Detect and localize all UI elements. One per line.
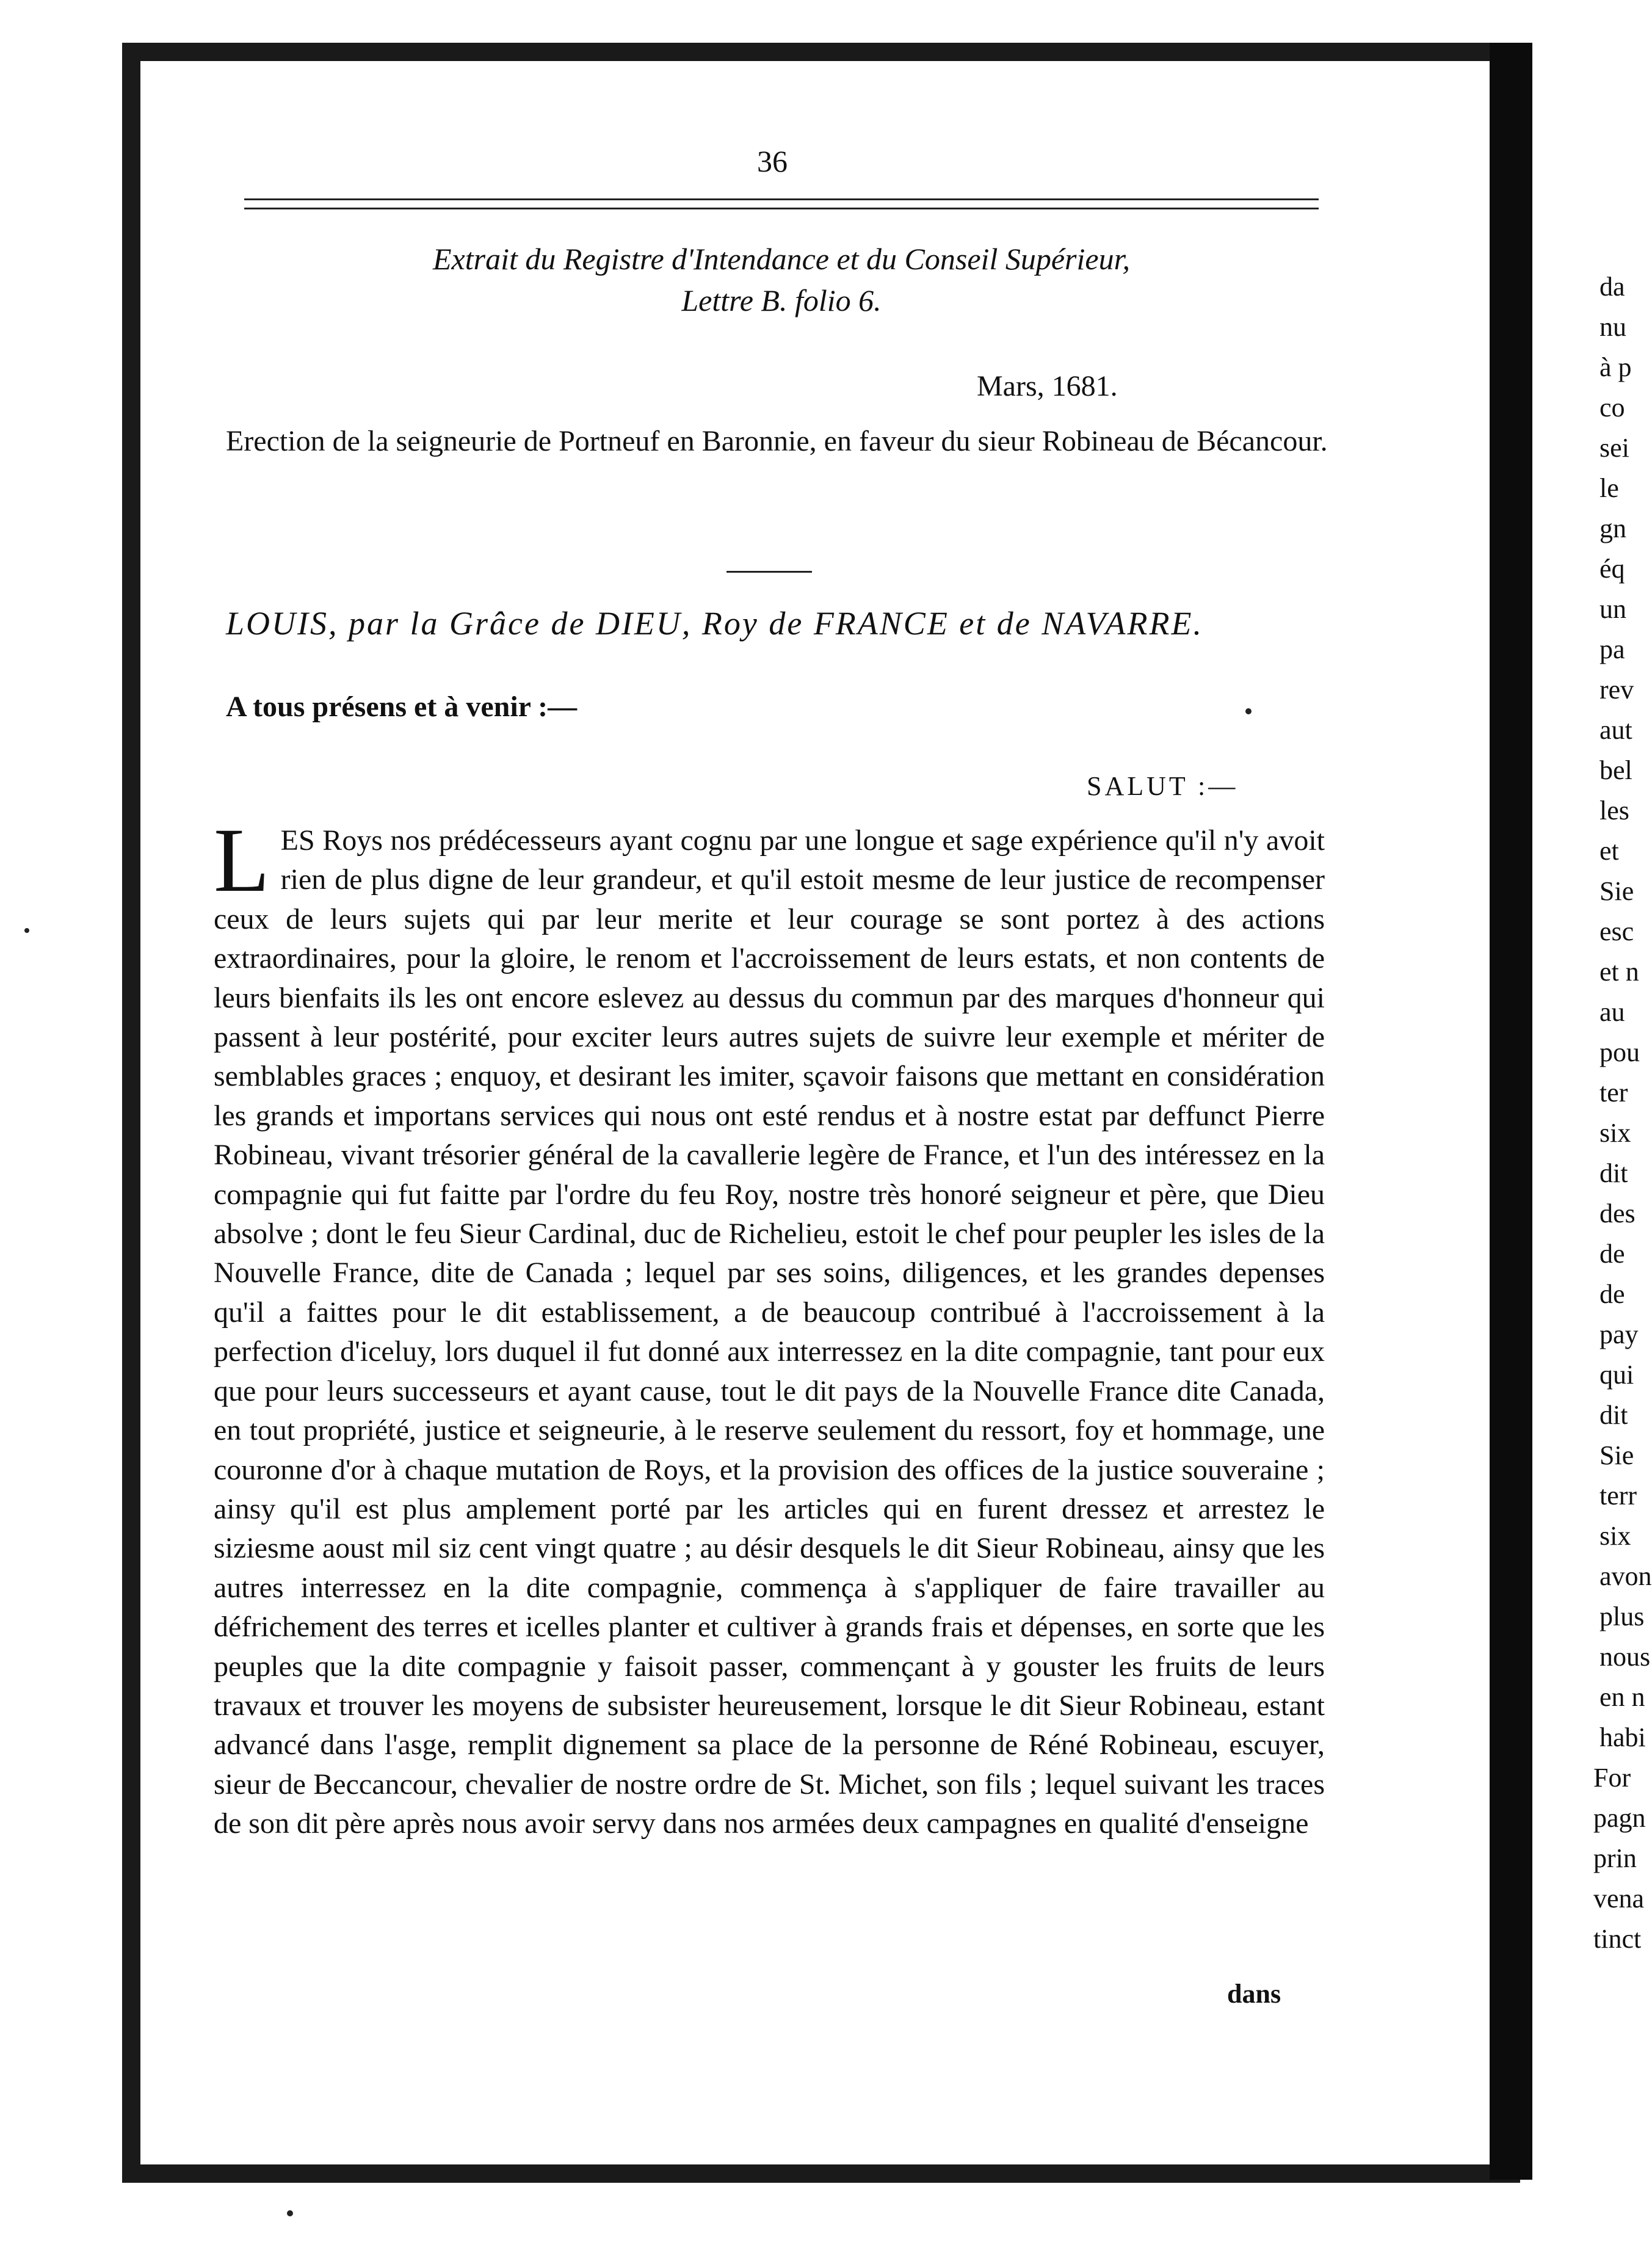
facing-page-fragment: plus [1599, 1602, 1645, 1631]
facing-page-fragment: en n [1599, 1682, 1645, 1712]
facing-page-fragment: bel [1599, 755, 1632, 785]
facing-page-fragment: six [1599, 1521, 1631, 1551]
facing-page-fragment: pou [1599, 1037, 1640, 1067]
facing-page-fragment: dit [1599, 1400, 1628, 1430]
facing-page-fragment: sei [1599, 433, 1629, 463]
body-paragraph [214, 810, 1325, 1844]
facing-page-fragment: esc [1599, 916, 1634, 946]
document-title [244, 238, 1319, 321]
book-edge-top [122, 43, 1520, 61]
facing-page-fragment: et n [1599, 957, 1639, 987]
facing-page-fragment: da [1599, 272, 1625, 302]
catchword: dans [1227, 1979, 1281, 2009]
facing-page-fragment: le [1599, 473, 1619, 503]
facing-page-fragment: de [1599, 1239, 1625, 1269]
greeting: A tous présens et à venir :— [226, 691, 578, 723]
facing-page-fragment: aut [1599, 715, 1632, 745]
section-divider [726, 571, 812, 573]
facing-page-fragment: un [1599, 594, 1626, 624]
facing-page-fragment: nous [1599, 1642, 1651, 1672]
facing-page-fragment: de [1599, 1279, 1625, 1309]
book-edge-bottom [122, 2164, 1520, 2183]
document-date: Mars, 1681. [977, 370, 1118, 402]
drop-cap: L [214, 810, 270, 911]
facing-page-fragment: rev [1599, 675, 1634, 705]
facing-page-fragment: nu [1599, 312, 1626, 342]
title-line-2: Lettre B. folio 6. [681, 283, 882, 317]
facing-page-fragment: tinct [1593, 1924, 1642, 1954]
facing-page-fragment: pa [1599, 634, 1625, 664]
facing-page-fragment: habi [1599, 1722, 1646, 1752]
facing-page-fragment: co [1599, 393, 1625, 423]
scan-speck [1245, 708, 1252, 714]
facing-page-fragment: les [1599, 796, 1629, 825]
facing-page-fragment: terr [1599, 1481, 1637, 1511]
facing-page-fragment: pagn [1593, 1803, 1646, 1833]
document-subject: Erection de la seigneurie de Portneuf en Baronnie, en faveur du sieur Robineau de Bécancour. [226, 425, 1328, 457]
scan-speck [24, 928, 29, 933]
facing-page-fragment: avon [1599, 1561, 1652, 1591]
salut: SALUT :— [1087, 771, 1239, 801]
facing-page-fragment: à p [1599, 352, 1632, 382]
body-text: ES Roys nos prédécesseurs ayant cognu par une longue et sage expérience qu'il n'y avoit rien de plus digne de leur grandeur, et qu'il estoit mesme de leur justice de recompenser ceux de leurs sujets qui par leur merite et leur courage se sont portez à des actions extraordinaires, pour la gloire, le renom et l'accroissement de leurs estats, et non contents de leurs bienfaits ils les ont encore eslevez au dessus du commun par des marques d'honneur qui passent à leur postérité, pour exciter leurs autres sujets de suivre leur exemple et mériter de semblables graces ; enquoy, et desirant les imiter, sçavoir faisons que mettant en considération les grands et importans services qui nous ont esté rendus et à nostre estat par deffunct Pierre Robineau, vivant trésorier général de la cavallerie legère de France, et l'un des intéressez en la compagnie qui fut faitte par l'ordre du feu Roy, nostre très honoré seigneur et père, que Dieu absolve ; dont le feu Sieur Cardinal, duc de Richelieu, estoit le chef pour peupler les isles de la Nouvelle France, dite de Canada ; lequel par ses soins, diligences, et les grandes depenses qu'il a faittes pour le dit establissement, a de beaucoup contribué à l'accroissement à la perfection d'iceluy, lors duquel il fut donné aux interressez en la dite compagnie, tant pour eux que pour leurs successeurs et ayant cause, tout le dit pays de la Nouvelle France dite Canada, en tout propriété, justice et seigneurie, à le reserve seulement du ressort, foy et hommage, une couronne d'or à chaque mutation de Roys, et la provision des offices de la justice souveraine ; ainsy qu'il est plus amplement porté par les articles qui en furent dressez et arrestez le siziesme aoust mil siz cent vingt quatre ; au désir desquels le dit Sieur Robineau, ainsy que les autres interressez en la dite compagnie, commença à s'appliquer de faire travailler au défrichement des terres et icelles planter et cultiver à grands frais et dépenses, en sorte que les peuples que la dite compagnie y faisoit passer, commençant à y gouster les fruits de leurs travaux et trouver les moyens de subsister heureusement, lorsque le dit Sieur Robineau, estant advancé dans l'asge, remplit dignement sa place de la personne de Réné Robineau, escuyer, sieur de Beccancour, chevalier de nostre ordre de St. Michet, son fils ; lequel suivant les traces de son dit père après nous avoir servy dans nos armées deux campagnes en qualité d'enseigne [214, 824, 1325, 1840]
royal-heading: LOUIS, par la Grâce de DIEU, Roy de FRANCE et de NAVARRE. [226, 605, 1203, 642]
facing-page-fragment: Sie [1599, 1440, 1634, 1470]
facing-page-fragment: dit [1599, 1158, 1628, 1188]
scan-speck [287, 2210, 293, 2216]
facing-page-fragment: au [1599, 997, 1625, 1027]
facing-page [1532, 43, 1652, 2180]
book-edge-left [122, 43, 140, 2180]
facing-page-fragment: éq [1599, 554, 1625, 584]
facing-page-fragment: et [1599, 836, 1619, 866]
facing-page-fragment: gn [1599, 513, 1626, 543]
facing-page-fragment: des [1599, 1199, 1636, 1228]
book-gutter [1490, 43, 1532, 2180]
facing-page-fragment: vena [1593, 1884, 1645, 1914]
facing-page-fragment: six [1599, 1118, 1631, 1148]
facing-page-fragment: prin [1593, 1843, 1637, 1873]
facing-page-fragment: qui [1599, 1360, 1634, 1390]
facing-page-fragment: Sie [1599, 876, 1634, 906]
facing-page-fragment: pay [1599, 1319, 1639, 1349]
facing-page-fragment: ter [1599, 1078, 1628, 1108]
facing-page-fragment: For [1593, 1763, 1631, 1793]
header-double-rule [244, 198, 1319, 209]
title-line-1: Extrait du Registre d'Intendance et du Conseil Supérieur, [433, 242, 1130, 276]
page-number: 36 [757, 144, 788, 178]
